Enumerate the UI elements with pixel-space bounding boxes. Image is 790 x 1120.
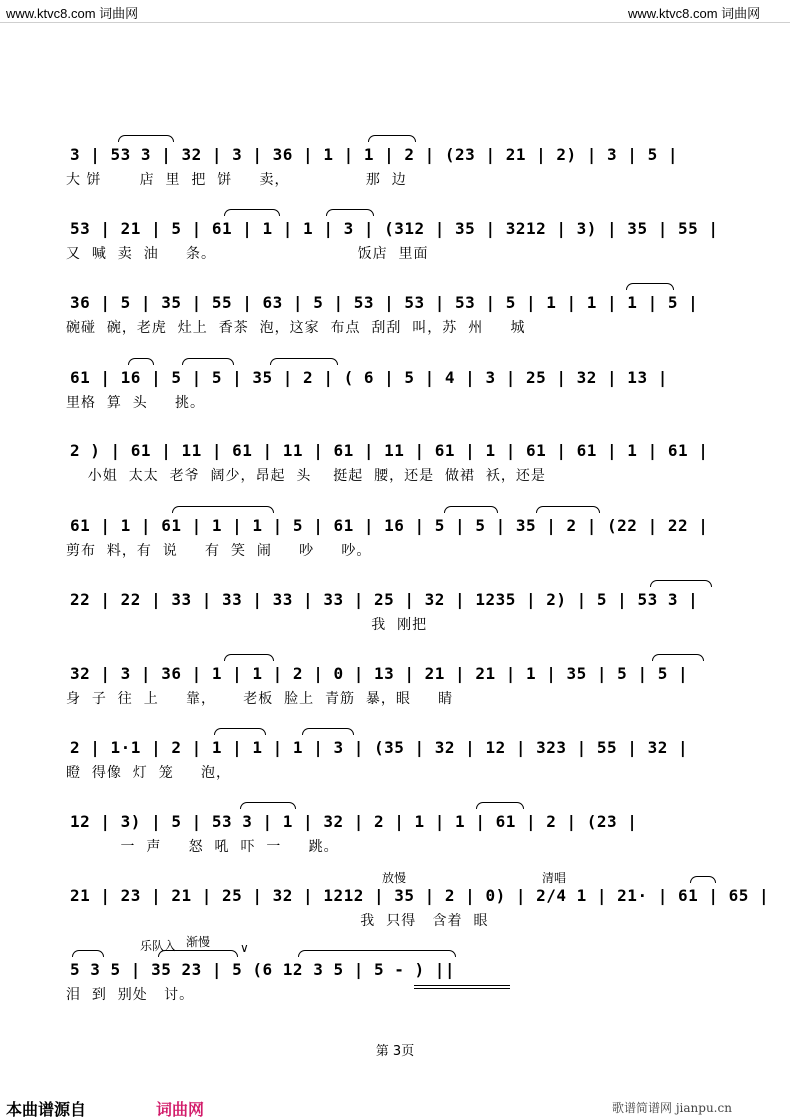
underline-double-1 [414,985,510,986]
notation-line: 22 | 22 | 33 | 33 | 33 | 33 | 25 | 32 | 1235 | 2) | 5 | 53 3 | [70,590,699,609]
score-system-6 [0,516,790,576]
notation-line: 36 | 5 | 35 | 55 | 63 | 5 | 53 | 53 | 53 | 5 | 1 | 1 | 1 | 5 | [70,293,699,312]
site-header-left[interactable]: www.ktvc8.com 词曲网 [6,6,139,21]
notation-line: 12 | 3) | 5 | 53 3 | 1 | 32 | 2 | 1 | 1 | 61 | 2 | (23 | [70,812,638,831]
score-system-3 [0,293,790,353]
notation-line: 2 | 1·1 | 2 | 1 | 1 | 1 | 3 | (35 | 32 | 12 | 323 | 55 | 32 | [70,738,689,757]
score-system-1 [0,145,790,205]
slur-mark [118,135,174,142]
notation-line: 32 | 3 | 36 | 1 | 1 | 2 | 0 | 13 | 21 | 21 | 1 | 35 | 5 | 5 | [70,664,689,683]
lyric-line: 一 声 怒 吼 吓 一 跳。 [66,839,339,855]
slur-mark [476,802,524,809]
slur-mark [214,728,266,735]
slur-mark [650,580,712,587]
notation-line: 3 | 53 3 | 32 | 3 | 36 | 1 | 1 | 2 | (23 | 21 | 2) | 3 | 5 | [70,145,678,164]
slur-mark [298,950,456,957]
notation-line: 2 ) | 61 | 11 | 61 | 11 | 61 | 11 | 61 | 1 | 61 | 61 | 1 | 61 | [70,441,709,460]
underline-double-2 [414,988,510,989]
performance-mark-band-enters: 乐队入 [140,939,177,953]
slur-mark [224,654,274,661]
lyric-line: 里格 算 头 挑。 [66,395,206,411]
score-system-5 [0,441,790,501]
slur-mark [652,654,704,661]
watermark-site: 歌谱简谱网 jianpu.cn [612,1101,732,1115]
slur-mark [368,135,416,142]
lyric-line: 身 子 往 上 靠， 老板 脸上 青筋 暴，眼 睛 [66,691,454,707]
slur-mark [270,358,338,365]
score-system-12 [0,960,790,1020]
notation-line: 61 | 1 | 61 | 1 | 1 | 5 | 61 | 16 | 5 | 5 | 35 | 2 | (22 | 22 | [70,516,709,535]
slur-mark [690,876,716,883]
notation-line: 53 | 21 | 5 | 61 | 1 | 1 | 3 | (312 | 35 | 3212 | 3) | 35 | 55 | [70,219,719,238]
score-system-11 [0,886,790,946]
slur-mark [302,728,354,735]
tempo-mark-slow: 放慢 [382,871,407,885]
slur-mark [626,283,674,290]
slur-mark [72,950,104,957]
notation-line: 5 3 5 | 35 23 | 5 (6 12 3 5 | 5 - ) || [70,960,456,979]
score-system-9 [0,738,790,798]
slur-mark [240,802,296,809]
tempo-mark-gradual-slow: 渐慢 [186,935,211,949]
header-divider [0,22,790,23]
slur-mark [326,209,374,216]
score-system-8 [0,664,790,724]
slur-mark [128,358,154,365]
score-system-10 [0,812,790,872]
score-system-2 [0,219,790,279]
lyric-line: 大 饼 店 里 把 饼 卖， 那 边 [66,172,407,188]
lyric-line: 我 只得 含着 眼 [66,913,489,929]
slur-mark [172,506,274,513]
slur-mark [536,506,600,513]
score-system-7 [0,590,790,650]
lyric-line: 又 喊 卖 油 条。 饭店 里面 [66,246,429,262]
lyric-line: 小姐 太太 老爷 阔少，昂起 头 挺起 腰，还是 做裙 袄，还是 [66,468,546,484]
lyric-line: 泪 到 别处 讨。 [66,987,195,1003]
notation-line: 61 | 16 | 5 | 5 | 35 | 2 | ( 6 | 5 | 4 | 3 | 25 | 32 | 13 | [70,368,668,387]
lyric-line: 瞪 得像 灯 笼 泡， [66,765,231,781]
lyric-line: 剪布 料，有 说 有 笑 闹 吵 吵。 [66,543,372,559]
slur-mark [444,506,498,513]
page-number: 第 3页 [375,1044,415,1059]
score-system-4 [0,368,790,428]
lyric-line: 我 刚把 [66,617,428,633]
slur-mark [224,209,280,216]
source-credit: 本曲谱源自 [6,1100,87,1119]
site-header-right[interactable]: www.ktvc8.com 词曲网 [628,6,761,21]
notation-line: 21 | 23 | 21 | 25 | 32 | 1212 | 35 | 2 | 0) | 2/4 1 | 21· | 61 | 65 | [70,886,770,905]
slur-mark [158,950,238,957]
breath-mark: ∨ [240,941,249,955]
performance-mark-unaccompanied: 清唱 [542,871,567,885]
slur-mark [182,358,234,365]
lyric-line: 碗碰 碗，老虎 灶上 香茶 泡，这家 布点 刮刮 叫，苏 州 城 [66,320,526,336]
brand-logo-text[interactable]: 词曲网 [156,1100,205,1119]
